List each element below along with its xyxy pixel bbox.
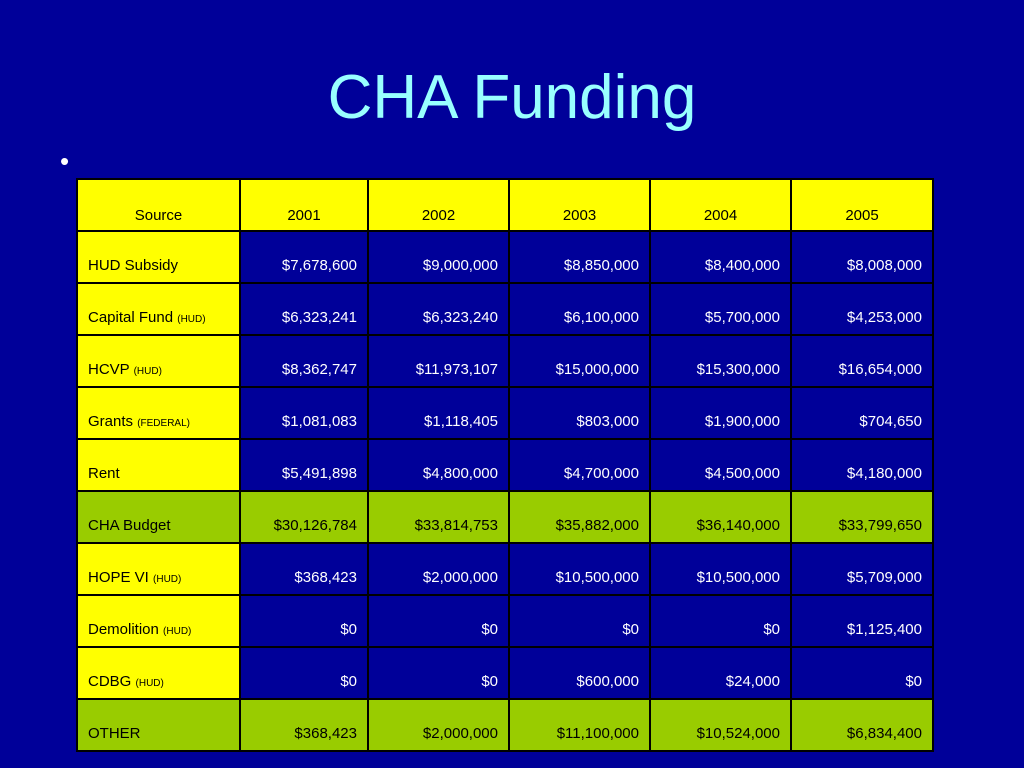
row-rent (77, 439, 933, 491)
value-cell: $6,323,241 (240, 283, 368, 335)
source-note: (HUD) (163, 626, 192, 637)
source-note: (HUD) (153, 574, 182, 585)
source-note: (HUD) (133, 366, 162, 377)
value-cell: $4,800,000 (368, 439, 509, 491)
row-capital-fund (77, 283, 933, 335)
value-cell: $15,000,000 (509, 335, 650, 387)
value-cell: $10,500,000 (650, 543, 791, 595)
header-2005: 2005 (791, 179, 933, 231)
value-cell: $0 (240, 647, 368, 699)
value-cell: $24,000 (650, 647, 791, 699)
source-label: HCVP (88, 361, 130, 378)
source-label: Demolition (88, 621, 159, 638)
value-cell: $36,140,000 (650, 491, 791, 543)
value-cell: $5,700,000 (650, 283, 791, 335)
row-hope-vi (77, 543, 933, 595)
value-cell: $2,000,000 (368, 699, 509, 751)
value-cell: $1,900,000 (650, 387, 791, 439)
value-cell: $15,300,000 (650, 335, 791, 387)
source-label: HUD Subsidy (88, 257, 179, 274)
value-cell: $11,973,107 (368, 335, 509, 387)
value-cell: $5,491,898 (240, 439, 368, 491)
source-label: CDBG (88, 673, 132, 690)
value-cell: $600,000 (509, 647, 650, 699)
value-cell: $10,500,000 (509, 543, 650, 595)
value-cell: $0 (509, 595, 650, 647)
source-cell (77, 491, 240, 543)
value-cell: $1,081,083 (240, 387, 368, 439)
value-cell: $368,423 (240, 543, 368, 595)
source-cell (77, 647, 240, 699)
value-cell: $33,814,753 (368, 491, 509, 543)
source-cell (77, 387, 240, 439)
value-cell: $0 (791, 647, 933, 699)
value-cell: $10,524,000 (650, 699, 791, 751)
value-cell: $8,400,000 (650, 231, 791, 283)
source-cell (77, 543, 240, 595)
value-cell: $5,709,000 (791, 543, 933, 595)
value-cell: $11,100,000 (509, 699, 650, 751)
row-cha-budget (77, 491, 933, 543)
value-cell: $35,882,000 (509, 491, 650, 543)
header-2002: 2002 (368, 179, 509, 231)
header-source: Source (77, 179, 240, 231)
slide-title: CHA Funding (327, 63, 697, 132)
source-label: Capital Fund (88, 309, 174, 326)
value-cell: $6,834,400 (791, 699, 933, 751)
value-cell: $7,678,600 (240, 231, 368, 283)
value-cell: $9,000,000 (368, 231, 509, 283)
row-demolition (77, 595, 933, 647)
value-cell: $1,118,405 (368, 387, 509, 439)
value-cell: $4,180,000 (791, 439, 933, 491)
row-hud-subsidy (77, 231, 933, 283)
source-cell (77, 283, 240, 335)
value-cell: $8,008,000 (791, 231, 933, 283)
value-cell: $1,125,400 (791, 595, 933, 647)
value-cell: $368,423 (240, 699, 368, 751)
header-2003: 2003 (509, 179, 650, 231)
header-2001: 2001 (240, 179, 368, 231)
value-cell: $4,500,000 (650, 439, 791, 491)
value-cell: $704,650 (791, 387, 933, 439)
source-cell (77, 439, 240, 491)
source-cell (77, 231, 240, 283)
value-cell: $803,000 (509, 387, 650, 439)
source-label: HOPE VI (88, 569, 149, 586)
value-cell: $4,700,000 (509, 439, 650, 491)
source-label: Grants (88, 413, 134, 430)
value-cell: $0 (368, 647, 509, 699)
row-cdbg (77, 647, 933, 699)
value-cell: $0 (650, 595, 791, 647)
header-row (77, 179, 933, 231)
value-cell: $8,850,000 (509, 231, 650, 283)
source-label: CHA Budget (88, 517, 171, 534)
source-cell (77, 335, 240, 387)
row-hcvp (77, 335, 933, 387)
source-note: (HUD) (177, 314, 206, 325)
source-note: (HUD) (135, 678, 164, 689)
value-cell: $16,654,000 (791, 335, 933, 387)
source-cell (77, 699, 240, 751)
value-cell: $4,253,000 (791, 283, 933, 335)
source-note: (FEDERAL) (137, 418, 190, 429)
source-label: OTHER (88, 725, 141, 742)
value-cell: $6,323,240 (368, 283, 509, 335)
value-cell: $30,126,784 (240, 491, 368, 543)
header-2004: 2004 (650, 179, 791, 231)
value-cell: $8,362,747 (240, 335, 368, 387)
value-cell: $6,100,000 (509, 283, 650, 335)
row-other (77, 699, 933, 751)
source-label: Rent (88, 465, 120, 482)
funding-table (76, 178, 934, 752)
value-cell: $0 (240, 595, 368, 647)
value-cell: $33,799,650 (791, 491, 933, 543)
value-cell: $2,000,000 (368, 543, 509, 595)
value-cell: $0 (368, 595, 509, 647)
source-cell (77, 595, 240, 647)
row-grants (77, 387, 933, 439)
bullet-point: • (60, 146, 70, 176)
